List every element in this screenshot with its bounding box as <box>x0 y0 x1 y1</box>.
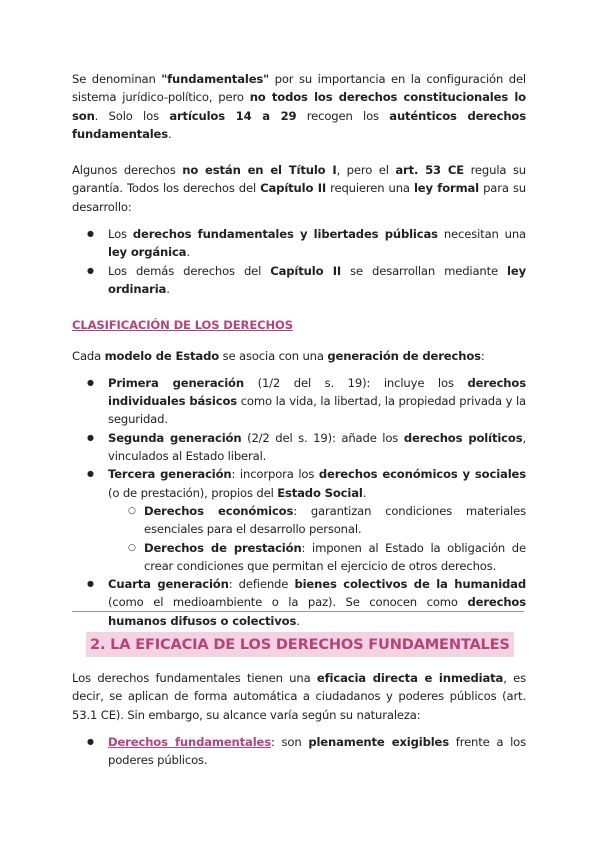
gen3-sublist <box>108 502 526 575</box>
document-page <box>72 70 526 630</box>
generaciones-list <box>72 374 526 630</box>
intro-paragraph-1: Se denominan "fundamentales" por su importancia en la configuración del sistema jurídico-político, pero no todos los derechos constitucionales lo son. Solo los artículos 14 a 29 recogen los auténticos derechos fundamentales. <box>72 72 526 141</box>
list-item-gen1: ● Primera generación (1/2 del s. 19): incluye los derechos individuales básicos como la vida, la libertad, la propiedad privada y la seguridad. <box>72 374 526 429</box>
sublist-item: ○ Derechos de prestación: imponen al Estado la obligación de crear condiciones que permitan el ejercicio de otros derechos. <box>108 539 526 576</box>
list-item-gen4: ● Cuarta generación: defiende bienes colectivos de la humanidad (como el medioambiente o la paz). Se conocen como derechos humanos difusos o colectivos. <box>72 575 526 630</box>
list-item: ● Los demás derechos del Capítulo II se desarrollan mediante ley ordinaria. <box>72 262 526 299</box>
list-item-gen3: ● Tercera generación: incorpora los derechos económicos y sociales (o de prestación), propios del Estado Social. ○ Derechos económicos: garantizan condiciones materiales esenciales para el desarrollo personal. ○ Derechos de prestación: imponen al Estado la obligación de crear condiciones que permitan el ejercicio de otros derechos. <box>72 465 526 575</box>
clasificacion-lead: Cada modelo de Estado se asocia con una generación de derechos: <box>72 348 485 363</box>
section-heading-eficacia: 2. LA EFICACIA DE LOS DERECHOS FUNDAMENTALES <box>86 632 514 657</box>
eficacia-list <box>72 733 526 770</box>
list-item: ● Derechos fundamentales: son plenamente exigibles frente a los poderes públicos. <box>72 733 526 770</box>
clasificacion-title[interactable]: CLASIFICACIÓN DE LOS DERECHOS <box>72 318 293 333</box>
intro-paragraph-2: Algunos derechos no están en el Título I, pero el art. 53 CE regula su garantía. Todos los derechos del Capítulo II requieren una ley formal para su desarrollo: <box>72 163 527 214</box>
list-item: ● Los derechos fundamentales y libertades públicas necesitan una ley orgánica. <box>72 225 526 262</box>
sublist-item: ○ Derechos económicos: garantizan condiciones materiales esenciales para el desarrollo personal. <box>108 502 526 539</box>
list-item-gen2: ● Segunda generación (2/2 del s. 19): añade los derechos políticos, vinculados al Estado liberal. <box>72 429 526 466</box>
horizontal-divider <box>72 611 524 612</box>
derechos-fundamentales-link[interactable]: Derechos fundamentales <box>108 734 271 749</box>
eficacia-section <box>72 669 526 769</box>
eficacia-paragraph: Los derechos fundamentales tienen una eficacia directa e inmediata, es decir, se aplican de forma automática a ciudadanos y poderes públicos (art. 53.1 CE). Sin embargo, su alcance varía según su naturaleza: <box>72 671 526 722</box>
ley-list <box>72 225 526 298</box>
